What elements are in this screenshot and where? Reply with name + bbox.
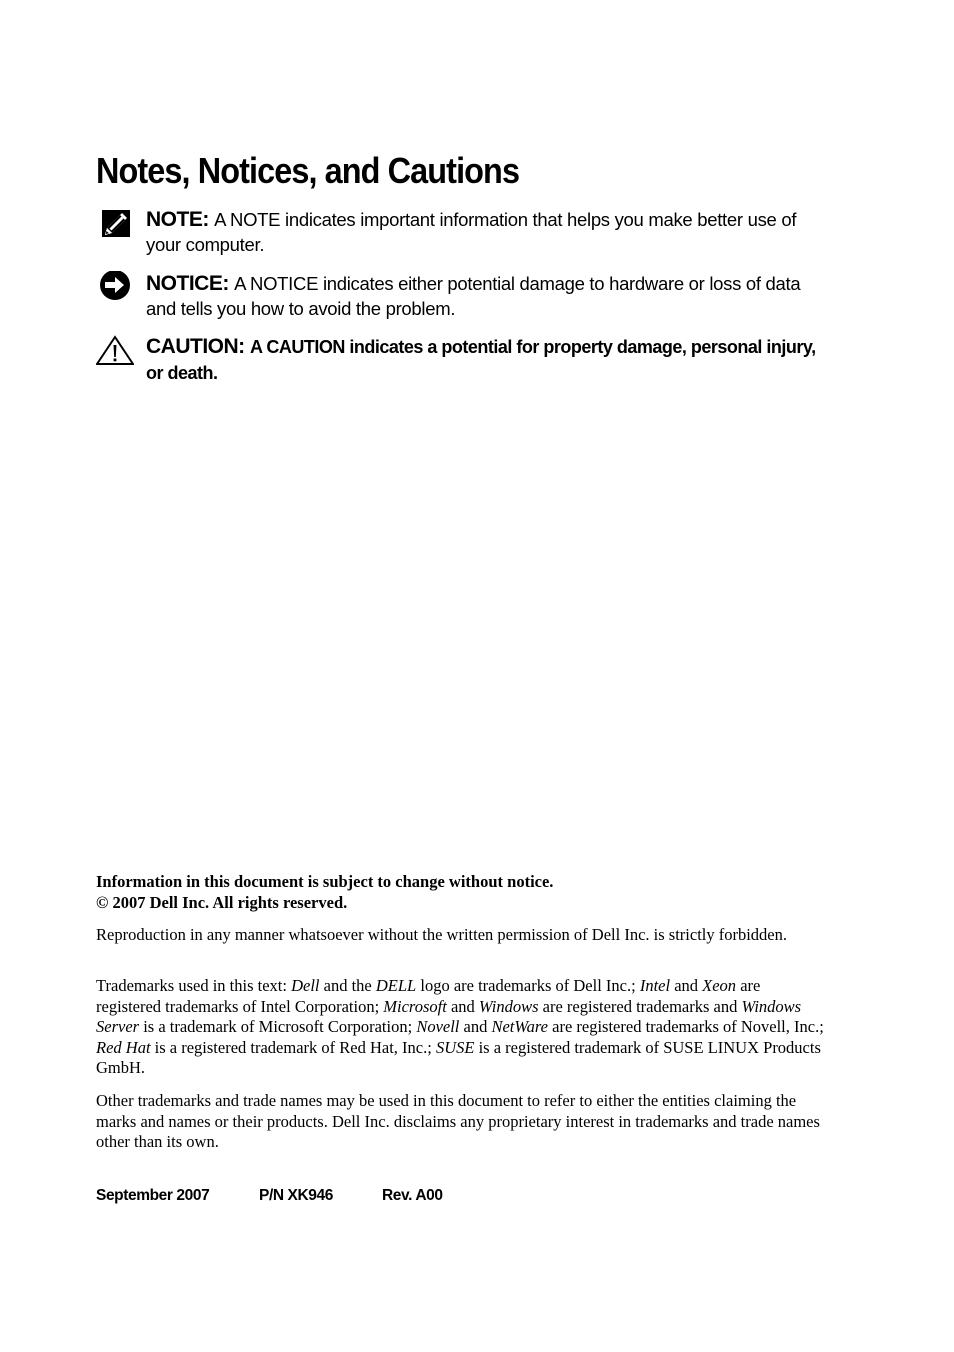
- trademark-text-run: is a registered trademark of SUSE LINUX Products GmbH.: [96, 1037, 821, 1077]
- notice-callout: [96, 271, 836, 323]
- trademark-text-run: and: [459, 1017, 492, 1036]
- trademark-name: Intel: [639, 976, 671, 995]
- arrow-circle-icon: [96, 271, 134, 309]
- caution-callout: [96, 334, 836, 386]
- trademark-text-run: logo are trademarks of Dell Inc.;: [416, 976, 640, 995]
- note-lead: NOTE:: [146, 208, 215, 231]
- part-number: P/N XK946: [259, 1187, 333, 1204]
- reproduction-paragraph: [96, 925, 826, 946]
- trademark-text-run: are registered trademarks and: [538, 996, 742, 1016]
- trademark-text-run: and the: [319, 976, 376, 995]
- caution-text: A CAUTION indicates a potential for property damage, personal injury, or death.: [146, 337, 816, 383]
- trademark-text-run: are registered trademarks of Novell, Inc.;: [548, 1017, 824, 1036]
- page-title: Notes, Notices, and Cautions: [96, 150, 520, 191]
- trademark-text-run: and: [446, 996, 479, 1016]
- trademark-name: Windows Server: [96, 996, 802, 1036]
- change-notice-line: Information in this document is subject to change without notice.: [96, 872, 554, 891]
- notice-text: A NOTICE indicates either potential damage to hardware or loss of data and tells you how to avoid the problem.: [146, 273, 801, 319]
- other-trademarks-paragraph: [96, 1091, 826, 1153]
- trademark-text-run: and: [670, 976, 703, 995]
- trademark-name: DELL: [375, 976, 417, 995]
- warning-triangle-icon: [96, 334, 134, 372]
- caution-lead: CAUTION:: [146, 335, 250, 358]
- revision: Rev. A00: [382, 1187, 443, 1204]
- note-text: A NOTE indicates important information that helps you make better use of your computer.: [146, 209, 797, 255]
- trademarks-text: [96, 976, 826, 1079]
- trademark-name: SUSE: [435, 1037, 475, 1057]
- trademark-text-run: is a registered trademark of Red Hat, Inc.;: [150, 1037, 436, 1057]
- trademark-name: Dell: [291, 976, 320, 995]
- trademark-text-run: Trademarks used in this text:: [96, 976, 292, 995]
- copyright-line: © 2007 Dell Inc. All rights reserved.: [96, 892, 348, 912]
- trademark-name: Red Hat: [96, 1037, 151, 1057]
- other-trademarks-text: Other trademarks and trade names may be used in this document to refer to either the entities claiming the marks and names or their products. Dell Inc. disclaims any proprietary interest in trademarks and trade names other than its own.: [96, 1091, 820, 1151]
- trademark-name: Xeon: [702, 976, 737, 995]
- pencil-note-icon: [96, 207, 134, 245]
- trademarks-paragraph: [96, 976, 826, 1079]
- trademark-name: NetWare: [491, 1017, 548, 1036]
- publication-date: September 2007: [96, 1187, 210, 1204]
- trademark-name: Novell: [416, 1017, 460, 1036]
- change-notice: [96, 872, 826, 913]
- trademark-text-run: is a trademark of Microsoft Corporation;: [139, 1017, 417, 1036]
- note-callout: [96, 207, 836, 259]
- reproduction-text: Reproduction in any manner whatsoever without the written permission of Dell Inc. is strictly forbidden.: [96, 925, 788, 944]
- notice-lead: NOTICE:: [146, 272, 235, 295]
- trademark-text-run: are registered trademarks of Intel Corporation;: [96, 976, 761, 1016]
- trademark-name: Windows: [478, 996, 539, 1016]
- trademark-name: Microsoft: [383, 996, 447, 1016]
